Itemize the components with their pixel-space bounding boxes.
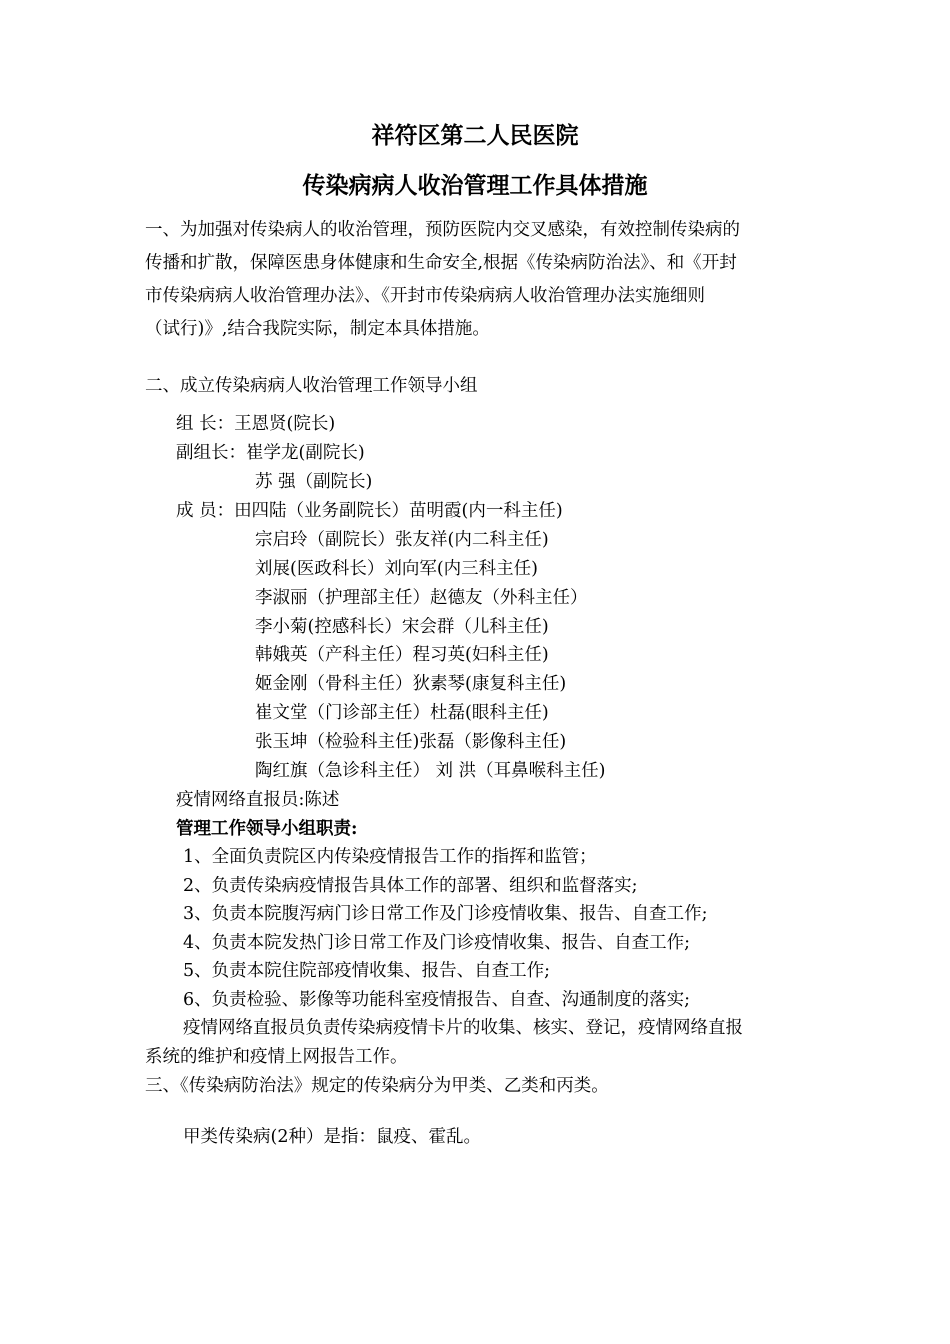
class-a-diseases: 甲类传染病(2种）是指：鼠疫、霍乱。 [183,1127,481,1147]
section1-line: 市传染病病人收治管理办法》、《开封市传染病病人收治管理办法实施细则 [145,286,705,306]
epidemic-reporter: 疫情网络直报员:陈述 [176,790,340,810]
reporter-duty-line: 疫情网络直报员负责传染病疫情卡片的收集、核实、登记，疫情网络直报 [183,1018,743,1038]
member-line: 成 员：田四陆（业务副院长）苗明霞(内一科主任) [176,501,563,521]
hospital-name-title: 祥符区第二人民医院 [371,122,579,149]
section1-line: （试行)》,结合我院实际，制定本具体措施。 [145,319,490,339]
group-leader: 组 长：王恩贤(院长) [176,414,336,434]
duty-item: 3、负责本院腹泻病门诊日常工作及门诊疫情收集、报告、自查工作; [183,904,708,924]
member-line: 陶红旗（急诊科主任） 刘 洪（耳鼻喉科主任) [255,761,606,781]
deputy-leader: 副组长：崔学龙(副院长) [176,443,365,463]
section3-heading: 三、《传染病防治法》规定的传染病分为甲类、乙类和丙类。 [145,1076,609,1096]
member-line: 宗启玲（副院长）张友祥(内二科主任) [255,530,549,550]
duty-item: 1、全面负责院区内传染疫情报告工作的指挥和监管； [183,847,597,867]
section1-line: 传播和扩散，保障医患身体健康和生命安全,根据《传染病防治法》、和《开封 [145,253,737,273]
duty-item: 2、负责传染病疫情报告具体工作的部署、组织和监督落实; [183,876,638,896]
member-line: 姬金刚（骨科主任）狄素琴(康复科主任) [255,674,567,694]
member-line: 李淑丽（护理部主任）赵德友（外科主任） [255,588,588,608]
member-line: 张玉坤（检验科主任)张磊（影像科主任) [255,732,567,752]
member-line: 刘展(医政科长）刘向军(内三科主任) [255,559,538,579]
reporter-duty-line: 系统的维护和疫情上网报告工作。 [145,1047,408,1067]
document-title: 传染病病人收治管理工作具体措施 [302,172,648,199]
member-line: 韩娥英（产科主任）程习英(妇科主任) [255,645,549,665]
member-line: 崔文堂（门诊部主任）杜磊(眼科主任) [255,703,549,723]
duty-item: 5、负责本院住院部疫情收集、报告、自查工作; [183,961,551,981]
member-line: 李小菊(控感科长）宋会群（儿科主任) [255,617,549,637]
deputy-leader-2: 苏 强（副院长) [255,472,373,492]
duties-heading: 管理工作领导小组职责: [176,819,358,839]
duty-item: 4、负责本院发热门诊日常工作及门诊疫情收集、报告、自查工作; [183,933,691,953]
duty-item: 6、负责检验、影像等功能科室疫情报告、自查、沟通制度的落实; [183,990,691,1010]
section2-heading: 二、成立传染病病人收治管理工作领导小组 [145,376,478,396]
section1-line: 一、为加强对传染病人的收治管理，预防医院内交叉感染，有效控制传染病的 [145,220,740,240]
